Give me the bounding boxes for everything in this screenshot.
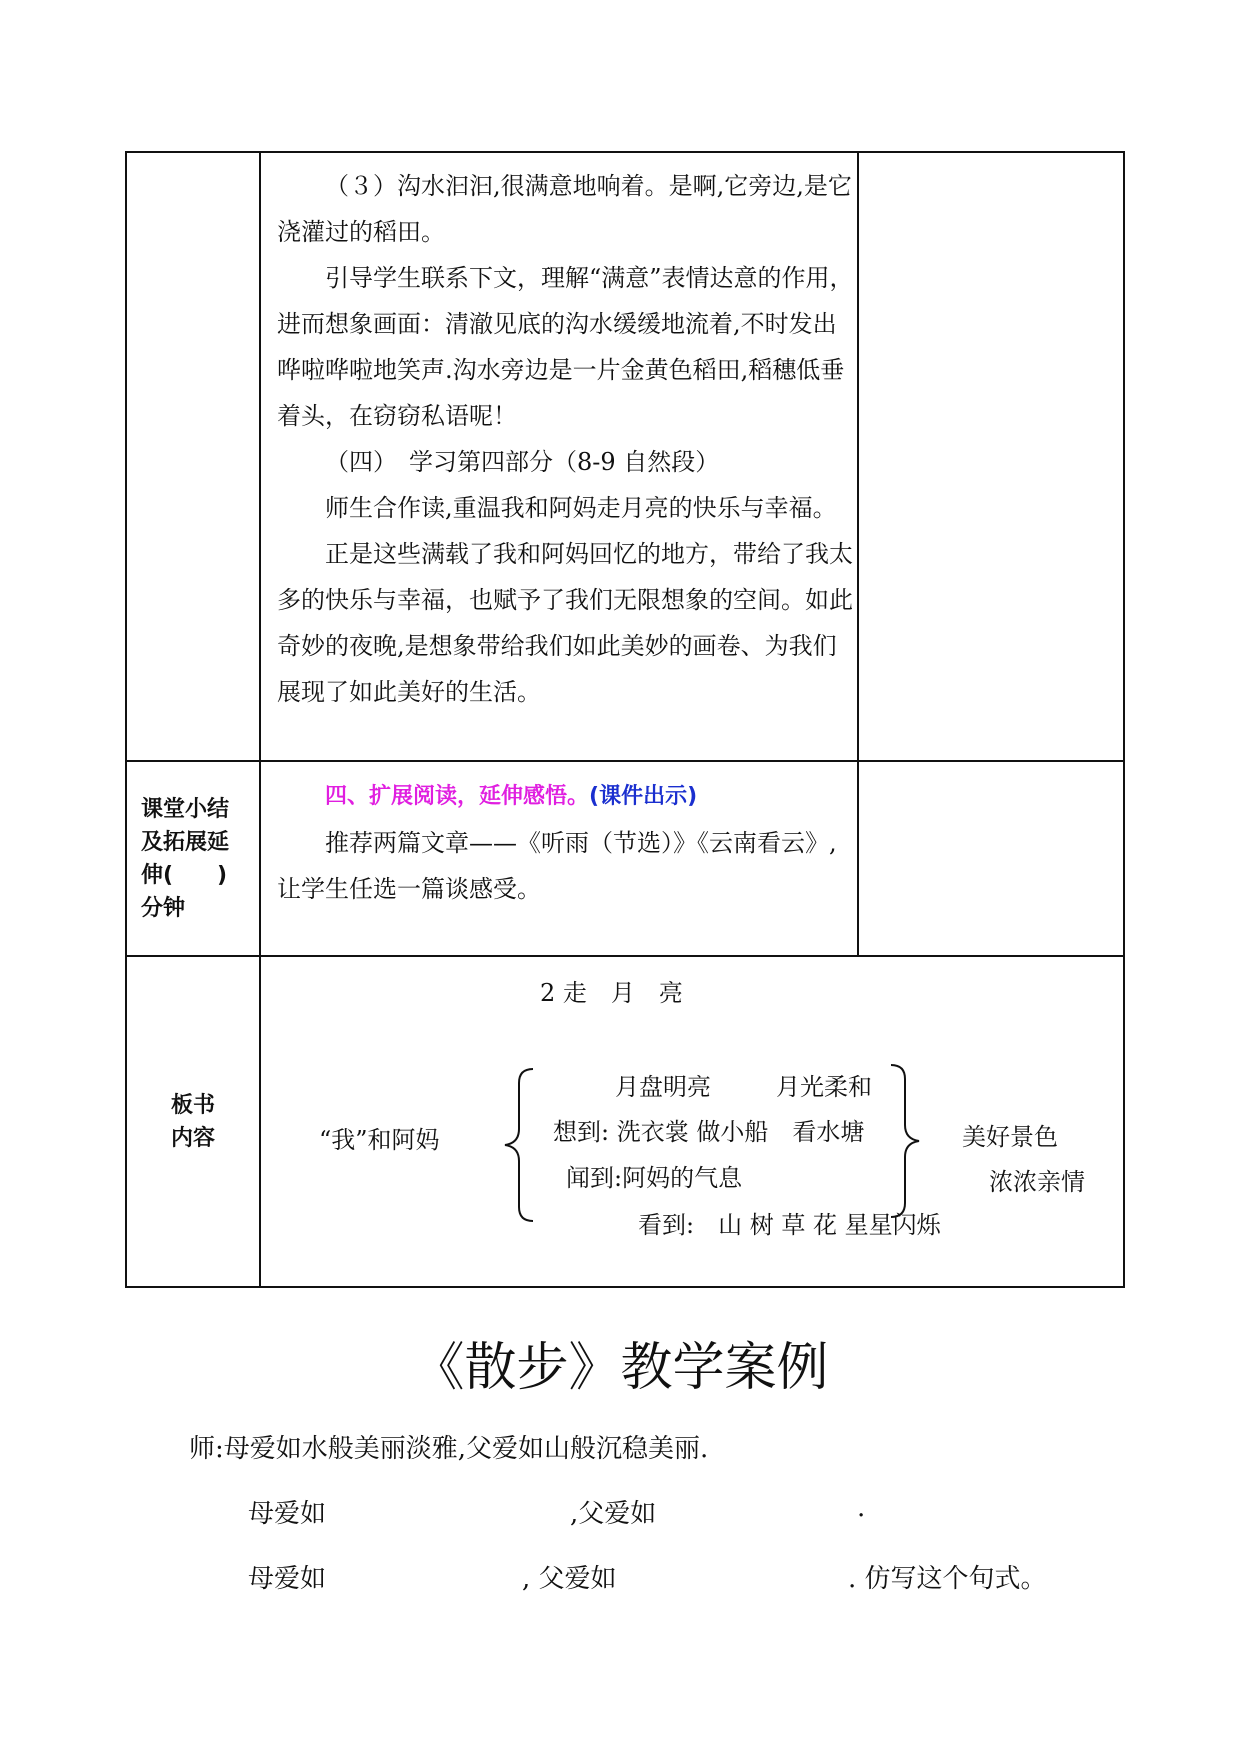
board-right2: 浓浓亲情 [989,1168,1085,1196]
blackboard-content [260,956,1124,1287]
lesson-row-summary [126,761,1124,956]
row-label-summary [126,761,260,956]
board-line1-b: 月光柔和 [776,1073,872,1101]
blank-line-2-start: 母爱如 [248,1564,327,1594]
board-line1-a: 月盘明亮 [615,1073,711,1101]
label-line: 课堂小结 [141,796,230,822]
row-content [260,761,858,956]
section-heading: 四、扩展阅读，延伸感悟。 [325,784,590,809]
board-line3: 闻到:阿妈的气息 [566,1164,743,1192]
blank-line-1-middle: ,父爱如 [570,1499,657,1529]
case-title: 《散步》教学案例 [412,1338,829,1398]
row-label-empty [126,152,260,761]
lesson-plan-table [125,151,1125,1288]
row-label-board [126,956,260,1287]
row-content [260,152,858,761]
row-notes-empty [858,152,1124,761]
label-line: 分钟 [141,895,186,921]
board-title: 2 走 月 亮 [540,979,683,1007]
label-line: 伸( ) [141,862,228,888]
blank-line-2-end: . 仿写这个句式。 [848,1564,1047,1594]
paragraph-4: 师生合作读,重温我和阿妈走月亮的快乐与幸福。 [325,494,837,522]
board-line4: 看到: 山 树 草 花 星星闪烁 [638,1211,941,1239]
paragraph-2: 引导学生联系下文，理解“满意”表情达意的作用，进而想象画面：清澈见底的沟水缓缓地流着,不时发出哗啦哗啦地笑声.沟水旁边是一片金黄色稻田,稻穗低垂着头，在窃窃私语呢！ [277,264,854,430]
lesson-row-board [126,956,1124,1287]
label-line: 内容 [170,1125,215,1151]
paragraph-5: 正是这些满载了我和阿妈回忆的地方，带给了我太多的快乐与幸福，也赋予了我们无限想象的空间。如此奇妙的夜晚,是想象带给我们如此美妙的画卷、为我们展现了如此美好的生活。 [277,540,853,706]
row-notes-empty [858,761,1124,956]
teacher-line: 师:母爱如水般美丽淡雅,父爱如山般沉稳美丽. [189,1434,709,1464]
board-line2: 想到: 洗衣裳 做小船 看水塘 [553,1118,865,1146]
section-heading-note: (课件出示) [589,784,698,809]
left-brace-icon [499,1065,539,1225]
board-subject: “我”和阿妈 [319,1126,440,1154]
right-brace-icon [885,1061,925,1221]
label-line: 板书 [170,1092,215,1118]
label-line: 及拓展延 [141,829,230,855]
lesson-row-part-four [126,152,1124,761]
blank-line-1-end: . [857,1493,866,1523]
paragraph-recommend: 推荐两篇文章——《听雨（节选）》《云南看云》,让学生任选一篇谈感受。 [277,829,837,903]
blank-line-2-middle: , 父爱如 [522,1564,617,1594]
board-right1: 美好景色 [962,1123,1058,1151]
blank-line-1-start: 母爱如 [248,1499,327,1529]
paragraph-1: （３）沟水汩汩,很满意地响着。是啊,它旁边,是它浇灌过的稻田。 [277,172,852,246]
paragraph-3: （四） 学习第四部分（8-9 自然段） [325,448,720,476]
